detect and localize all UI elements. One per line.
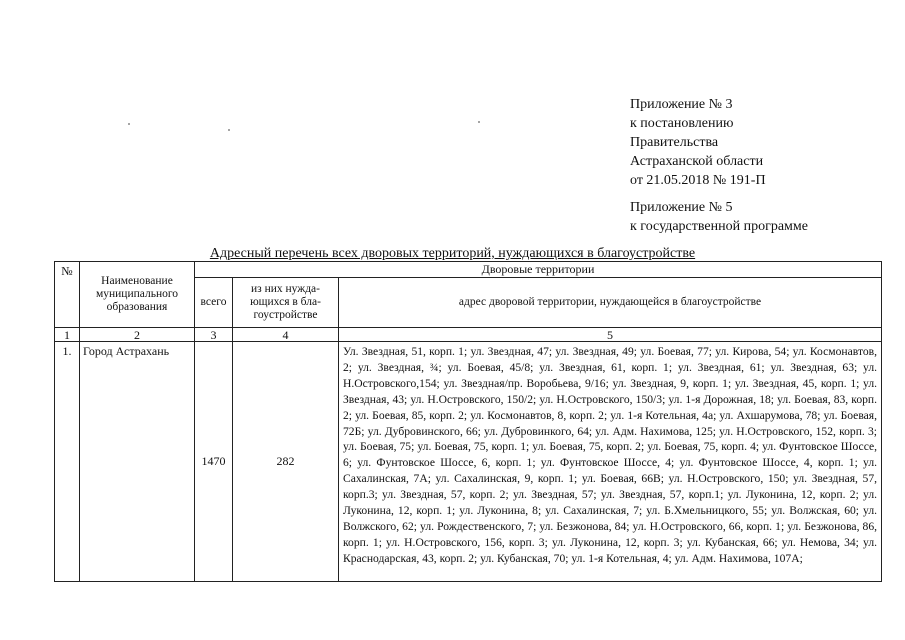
- appendix-line: Приложение № 3: [630, 97, 733, 112]
- index-cell: 5: [339, 328, 882, 342]
- index-cell: 3: [195, 328, 233, 342]
- appendix-line: Правительства: [630, 135, 719, 150]
- table-row: [55, 342, 882, 582]
- appendix-line: к постановлению: [630, 116, 734, 131]
- row-address-list: Ул. Звездная, 51, корп. 1; ул. Звездная, 47; ул. Звездная, 49; ул. Боевая, 77; ул. Кирова, 54; ул. Космонавтов, 2; ул. Звездная, ¾; ул. Боевая, 45/8; ул. Звездная, 61, корп. 1; ул. Звездная, 61; ул. Звездная, 63; ул. Н.Островского,154; ул. Звездная/пр. Воробьева, 9/16; ул. Звездная, 9, корп. 1; ул. Звездная, 45, корп. 1; ул. Звездная, 43; ул. Н.Островского, 150/2; ул. Н.Островского, 150/3; ул. 1-я Дорожная, 18; ул. Боевая, 83, корп. 2; ул. Боевая, 85, корп. 2; ул. Космонавтов, 8, корп. 2; ул. 1-я Котельная, 4а; ул. Ахшарумова, 78; ул. Боевая, 72Б; ул. Дубровинского, 66; ул. Дубровинкого, 64; ул. Адм. Нахимова, 125; ул. Н.Островского, 152, корп. 3; ул. Боевая, 75; ул. Боевая, 75, корп. 1; ул. Боевая, 75, корп. 2; ул. Боевая, 75, корп. 4; ул. Фунтовское Шоссе, 6; ул. Фунтовское Шоссе, 6, корп. 1; ул. Фунтовское Шоссе, 4; ул. Фунтовское Шоссе, 4, корп. 1; ул. Сахалинская, 7А; ул. Сахалинская, 9, корп. 1; ул. Боевая, 66В; ул. Н.Островского, 150; ул. Звездная, 57, корп.3; ул. Звездная, 57, корп. 2; ул. Звездная, 57; ул. Звездная, 57, корп.1; ул. Луконина, 12, корп. 2; ул. Луконина, 12, корп. 1; ул. Луконина, 8; ул. Сахалинская, 7; ул. Б.Хмельницкого, 55; ул. Волжская, 60; ул. Волжского, 62; ул. Рождественского, 7; ул. Безжонова, 84; ул. Н.Островского, 66, корп. 1; ул. Безжонова, 86, корп. 1; ул. Н.Островского, 156, корп. 3; ул. Луконина, 12, корп. 3; ул. Кубанская, 66; ул. Немова, 34; ул. Краснодарская, 43, корп. 2; ул. Кубанская, 70; ул. 1-я Котельная, 4; ул. Адм. Нахимова, 107А;: [339, 342, 882, 582]
- appendix-header: [630, 95, 808, 236]
- row-total: 1470: [195, 342, 233, 582]
- index-cell: 4: [233, 328, 339, 342]
- scan-speck: [478, 121, 480, 123]
- appendix-line: Приложение № 5: [630, 200, 733, 215]
- header-yard-territories: Дворовые территории: [195, 262, 882, 278]
- address-table: [54, 261, 882, 582]
- header-total: всего: [195, 278, 233, 328]
- header-municipality: Наименование муниципального образования: [80, 262, 195, 328]
- index-cell: 2: [80, 328, 195, 342]
- appendix-line: к государственной программе: [630, 219, 808, 234]
- header-num: №: [55, 262, 80, 328]
- row-number: 1.: [55, 342, 80, 582]
- appendix-line: Астраханской области: [630, 154, 764, 169]
- header-address: адрес дворовой территории, нуждающейся в благоустройстве: [339, 278, 882, 328]
- appendix-line: от 21.05.2018 № 191-П: [630, 173, 766, 188]
- scan-speck: [128, 123, 130, 125]
- row-municipality: Город Астрахань: [80, 342, 195, 582]
- index-row: [55, 328, 882, 342]
- header-need: из них нужда-ющихся в бла-гоустройстве: [233, 278, 339, 328]
- row-need: 282: [233, 342, 339, 582]
- index-cell: 1: [55, 328, 80, 342]
- document-title: Адресный перечень всех дворовых территорий, нуждающихся в благоустройстве: [209, 246, 696, 261]
- scan-speck: [228, 129, 230, 131]
